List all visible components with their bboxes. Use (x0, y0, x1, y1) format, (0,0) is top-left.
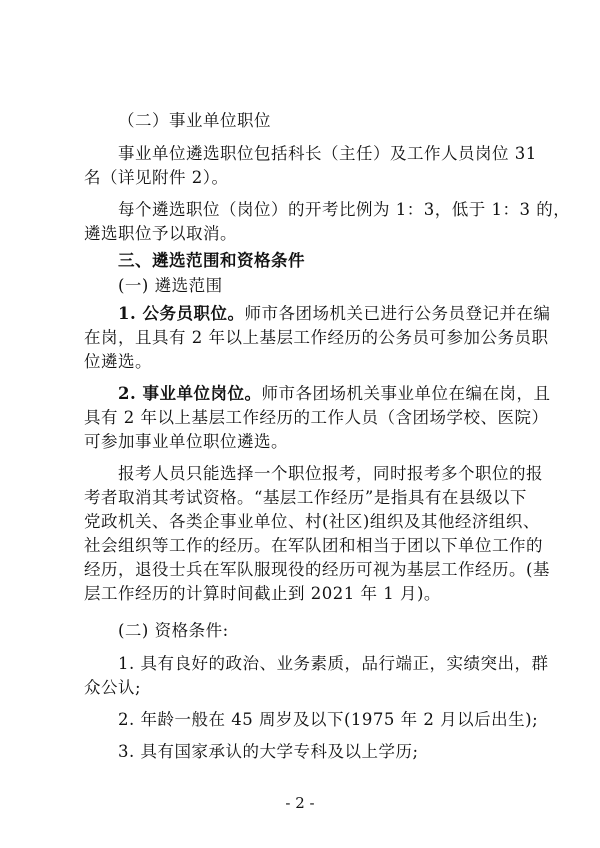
item-civil-servant-position (118, 304, 554, 324)
paragraph-line: 2. 年龄一般在 45 周岁及以下(1975 年 2 月以后出生); (118, 710, 539, 729)
paragraph-line: 3. 具有国家承认的大学专科及以上学历; (118, 742, 419, 761)
paragraph-line: 遴选职位予以取消。 (84, 224, 237, 243)
item-lead: 2. 事业单位岗位。 (118, 384, 262, 403)
paragraph-line: 名（详见附件 2）。 (84, 168, 229, 187)
paragraph-line: 事业单位遴选职位包括科长（主任）及工作人员岗位 31 (118, 144, 537, 163)
section-heading-public-institution: （二）事业单位职位 (118, 111, 271, 130)
paragraph-line: 1. 具有良好的政治、业务素质，品行端正，实绩突出，群 (118, 654, 549, 673)
paragraph-line: 层工作经历的计算时间截止到 2021 年 1 月)。 (84, 584, 441, 603)
paragraph-line: 经历，退役士兵在军队服现役的经历可视为基层工作经历。(基 (84, 560, 550, 579)
paragraph-line: 党政机关、各类企事业单位、村(社区)组织及其他经济组织、 (84, 512, 540, 531)
paragraph-line: 可参加事业单位职位遴选。 (84, 432, 288, 451)
paragraph-line: 社会组织等工作的经历。在军队团和相当于团以下单位工作的 (84, 536, 543, 555)
subsection-heading-qualifications: (二) 资格条件: (118, 621, 229, 640)
paragraph-line: 众公认; (84, 678, 142, 697)
paragraph-line: 位遴选。 (84, 352, 152, 371)
paragraph-line: 在岗，且具有 2 年以上基层工作经历的公务员可参加公务员职 (84, 328, 549, 347)
subsection-heading-scope: (一) 遴选范围 (118, 276, 223, 295)
paragraph-line: 每个遴选职位（岗位）的开考比例为 1：3，低于 1：3 的， (118, 200, 571, 219)
item-public-institution-post (118, 384, 554, 404)
item-text: 师市各团场机关事业单位在编在岗，且 (261, 384, 551, 403)
page-number: - 2 - (285, 794, 315, 812)
paragraph-line: 考者取消其考试资格。“基层工作经历”是指具有在县级以下 (84, 488, 527, 507)
section-heading-scope-and-qualifications: 三、遴选范围和资格条件 (118, 251, 305, 270)
item-text: 师市各团场机关已进行公务员登记并在编 (244, 304, 551, 323)
item-lead: 1. 公务员职位。 (118, 304, 245, 323)
paragraph-line: 具有 2 年以上基层工作经历的工作人员（含团场学校、医院） (84, 408, 549, 427)
paragraph-line: 报考人员只能选择一个职位报考，同时报考多个职位的报 (118, 464, 543, 483)
